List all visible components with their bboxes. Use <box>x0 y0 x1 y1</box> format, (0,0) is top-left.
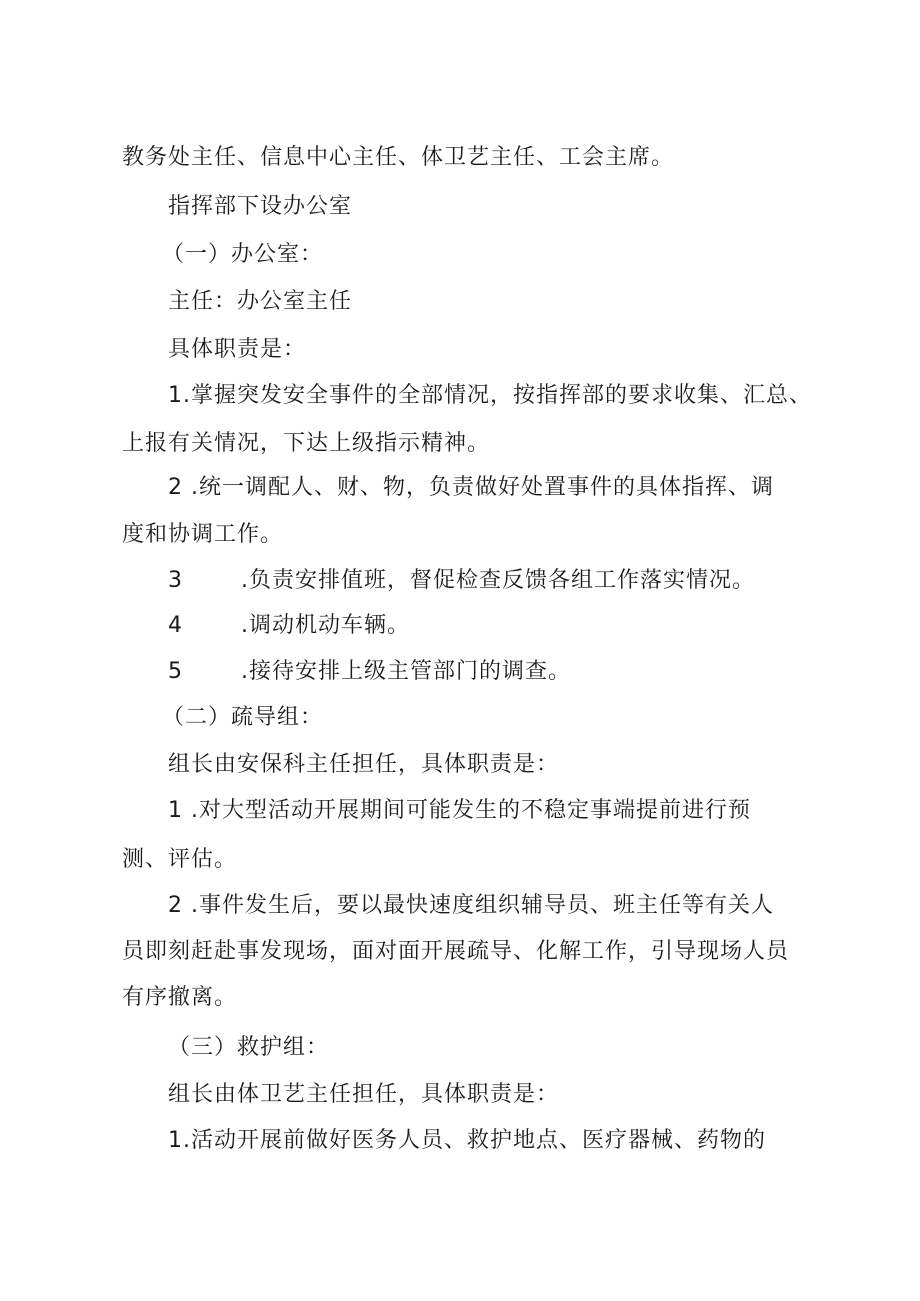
section-heading-office: （一）办公室： <box>162 242 324 267</box>
section-heading-guidance: （二）疏导组： <box>162 705 324 730</box>
text-line: 1.掌握突发安全事件的全部情况，按指挥部的要求收集、汇总、 <box>168 383 812 408</box>
numbered-item <box>168 657 571 687</box>
text-line: 测、评估。 <box>122 847 238 872</box>
text-line: 度和协调工作。 <box>122 522 284 547</box>
text-line: 有序撤离。 <box>122 985 238 1010</box>
section-heading-rescue: （三）救护组： <box>168 1035 330 1060</box>
item-text: .负责安排值班，督促检查反馈各组工作落实情况。 <box>241 568 755 593</box>
item-text: .接待安排上级主管部门的调查。 <box>241 659 571 684</box>
text-line: 具体职责是： <box>168 337 307 362</box>
item-number: 3 <box>168 568 183 593</box>
numbered-item <box>168 611 410 641</box>
text-line: 主任：办公室主任 <box>168 289 353 314</box>
text-line: 2 .事件发生后，要以最快速度组织辅导员、班主任等有关人 <box>168 893 774 918</box>
text-line: 指挥部下设办公室 <box>168 194 353 219</box>
item-number: 4 <box>168 613 183 638</box>
text-line: 1.活动开展前做好医务人员、救护地点、医疗器械、药物的 <box>168 1128 766 1153</box>
text-line: 教务处主任、信息中心主任、体卫艺主任、工会主席。 <box>122 145 675 170</box>
text-line: 上报有关情况，下达上级指示精神。 <box>122 431 491 456</box>
text-line: 员即刻赶赴事发现场，面对面开展疏导、化解工作，引导现场人员 <box>122 939 790 964</box>
item-number: 5 <box>168 659 183 684</box>
numbered-item <box>168 566 755 596</box>
text-line: 组长由体卫艺主任担任，具体职责是： <box>168 1082 560 1107</box>
item-text: .调动机动车辆。 <box>241 613 410 638</box>
text-line: 1 .对大型活动开展期间可能发生的不稳定事端提前进行预 <box>168 798 751 823</box>
text-line: 2 .统一调配人、财、物，负责做好处置事件的具体指挥、调 <box>168 475 774 500</box>
text-line: 组长由安保科主任担任，具体职责是： <box>168 752 560 777</box>
